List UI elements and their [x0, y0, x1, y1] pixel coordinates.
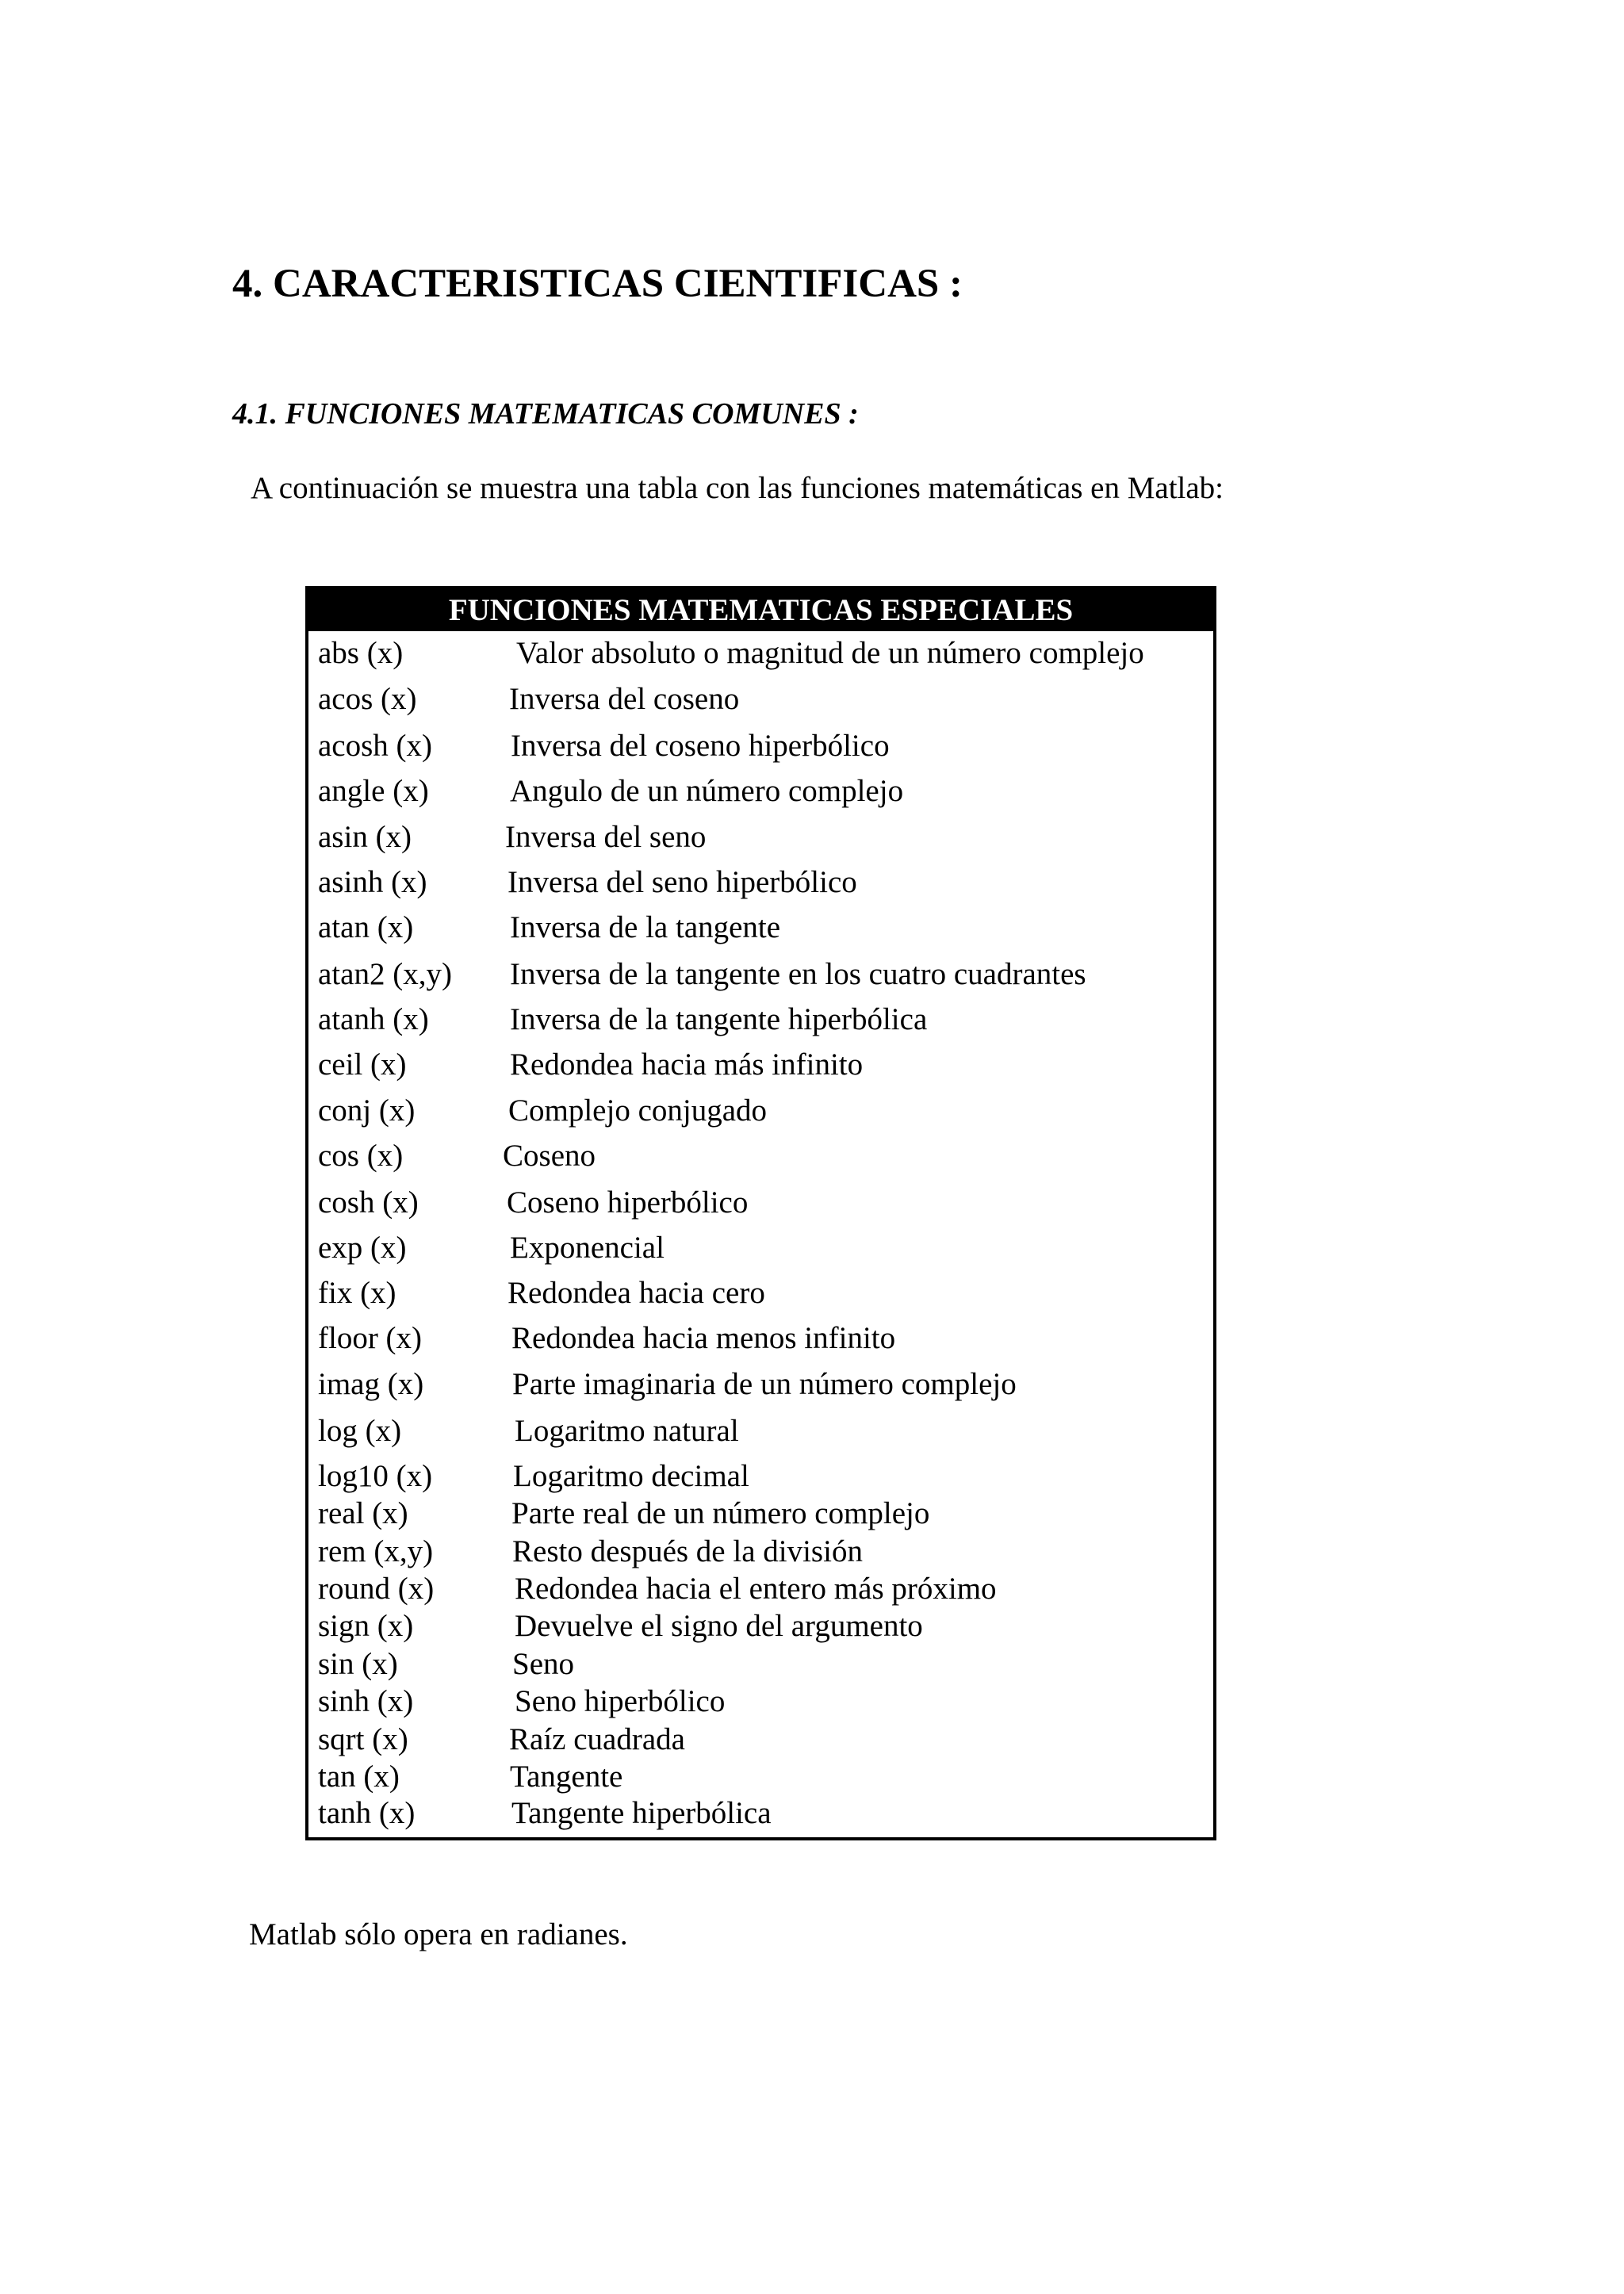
function-name: asin (x): [318, 820, 412, 854]
function-description: Inversa del coseno hiperbólico: [511, 729, 890, 763]
function-description: Tangente hiperbólica: [511, 1796, 772, 1830]
function-name: fix (x): [318, 1276, 396, 1310]
function-name: angle (x): [318, 774, 429, 808]
function-description: Complejo conjugado: [508, 1093, 768, 1128]
function-description: Seno hiperbólico: [515, 1684, 726, 1718]
function-name: atan2 (x,y): [318, 957, 452, 991]
function-name: acos (x): [318, 682, 417, 716]
function-name: atanh (x): [318, 1002, 429, 1036]
function-name: ceil (x): [318, 1047, 407, 1082]
function-description: Devuelve el signo del argumento: [515, 1609, 923, 1643]
function-name: real (x): [318, 1496, 408, 1530]
subsection-title: 4.1. FUNCIONES MATEMATICAS COMUNES :: [232, 397, 859, 431]
function-description: Valor absoluto o magnitud de un número complejo: [516, 636, 1144, 670]
function-description: Parte imaginaria de un número complejo: [512, 1367, 1017, 1401]
function-description: Exponencial: [510, 1231, 665, 1265]
radians-note: Matlab sólo opera en radianes.: [249, 1917, 628, 1951]
function-description: Logaritmo decimal: [513, 1459, 749, 1493]
function-description: Seno: [512, 1647, 574, 1681]
table-body: [308, 631, 1213, 1837]
function-name: sqrt (x): [318, 1722, 408, 1756]
function-description: Inversa de la tangente hiperbólica: [510, 1002, 928, 1036]
function-name: log10 (x): [318, 1459, 433, 1493]
function-description: Coseno hiperbólico: [507, 1185, 749, 1220]
function-description: Redondea hacia cero: [508, 1276, 765, 1310]
function-name: rem (x,y): [318, 1534, 434, 1568]
function-name: sin (x): [318, 1647, 398, 1681]
function-description: Redondea hacia el entero más próximo: [515, 1572, 997, 1606]
function-name: atan (x): [318, 910, 414, 944]
function-name: abs (x): [318, 636, 404, 670]
function-description: Resto después de la división: [512, 1534, 863, 1568]
function-description: Coseno: [503, 1139, 596, 1173]
function-description: Redondea hacia más infinito: [510, 1047, 864, 1082]
function-name: imag (x): [318, 1367, 424, 1401]
function-name: log (x): [318, 1414, 402, 1448]
function-name: sinh (x): [318, 1684, 414, 1718]
function-name: round (x): [318, 1572, 435, 1606]
function-name: cosh (x): [318, 1185, 419, 1220]
function-description: Angulo de un número complejo: [510, 774, 904, 808]
section-title: 4. CARACTERISTICAS CIENTIFICAS :: [232, 262, 963, 306]
function-description: Inversa del seno hiperbólico: [508, 865, 857, 899]
function-description: Inversa de la tangente en los cuatro cuadrantes: [510, 957, 1086, 991]
intro-paragraph: A continuación se muestra una tabla con las funciones matemáticas en Matlab:: [251, 471, 1224, 505]
function-name: cos (x): [318, 1139, 404, 1173]
function-name: exp (x): [318, 1231, 407, 1265]
table-header: FUNCIONES MATEMATICAS ESPECIALES: [308, 589, 1213, 631]
functions-table: [305, 586, 1216, 1840]
function-name: tanh (x): [318, 1796, 416, 1830]
function-description: Logaritmo natural: [515, 1414, 739, 1448]
function-name: asinh (x): [318, 865, 427, 899]
function-name: tan (x): [318, 1760, 400, 1794]
function-description: Inversa del coseno: [509, 682, 740, 716]
function-description: Tangente: [510, 1760, 623, 1794]
function-description: Redondea hacia menos infinito: [511, 1321, 896, 1355]
function-description: Parte real de un número complejo: [511, 1496, 930, 1530]
function-name: acosh (x): [318, 729, 433, 763]
function-name: sign (x): [318, 1609, 414, 1643]
function-name: conj (x): [318, 1093, 416, 1128]
function-description: Raíz cuadrada: [509, 1722, 685, 1756]
function-name: floor (x): [318, 1321, 423, 1355]
function-description: Inversa de la tangente: [510, 910, 781, 944]
function-description: Inversa del seno: [505, 820, 707, 854]
